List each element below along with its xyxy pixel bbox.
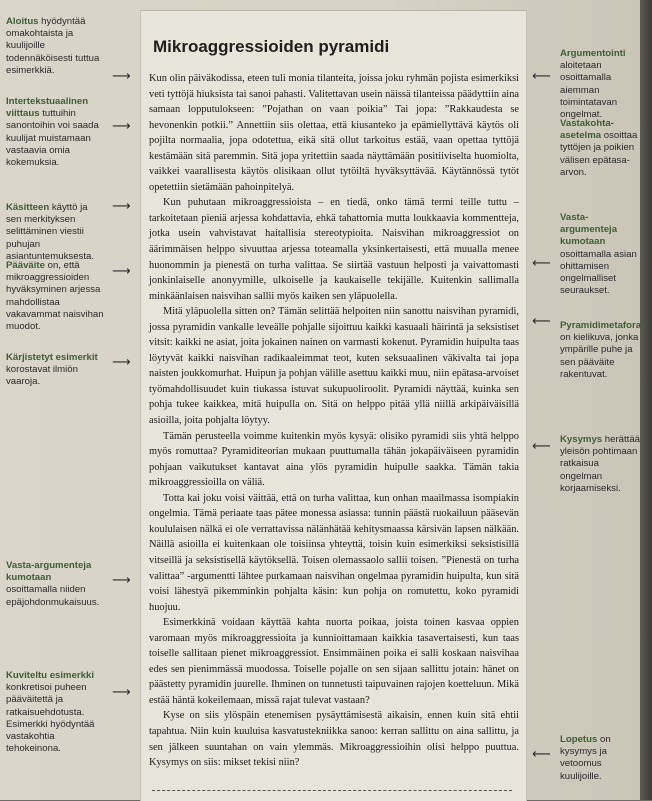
article-paragraph: Esimerkkinä voidaan käyttää kahta nuorta poikaa, joista toinen kasvaa oppien varomaan myös mikroaggressioita ja kunnioittamaan kaikkia tasavertaisesti, kun taas toiselle sallitaan pienet mikroaggressiot. Ensimmäinen poika ei salli koskaan naisvihaa edes sen pienimmässä muodossa. Toiselle pojalle on sen sijaan sallittu jotain: hänet on päästetty pyramidin juurelle. Ihminen on tunnetusti taipuvainen rajojen koetteluun. Mikä estää häntä kokeilemaan, missä rajat tulevat vastaan?	[149, 617, 519, 706]
arrow-right-icon: ⟶	[112, 685, 131, 700]
note-imagined-example: Kuviteltu esimerkki konkretisoi puheen pääväitettä ja ratkaisuehdotusta. Esimerkki hyödyntää vastakohtia tehokeinona.	[6, 670, 95, 755]
article-paragraph: Tämän perusteella voimme kuitenkin myös kysyä: olisiko pyramidi siis yhtä helppo myös romuttaa? Pyramiditeorian mukaan puuttumalla tähän jokapäiväiseen pyramidin pohjaan vaikutukset kantavat aina ylös pyramidin huipulle saakka. Tämän takia mikroaggressioilla on väliä.	[149, 430, 519, 489]
arrow-left-icon: ⟵	[532, 747, 551, 762]
arrow-left-icon: ⟵	[532, 314, 551, 329]
arrow-right-icon: ⟶	[112, 573, 131, 588]
note-question: Kysymys herättää yleisön pohtimaan ratkaisua ongelman korjaamiseksi.	[560, 434, 641, 494]
article-body	[149, 71, 519, 771]
arrow-right-icon: ⟶	[112, 264, 131, 279]
arrow-left-icon: ⟵	[532, 69, 551, 84]
arrow-right-icon: ⟶	[112, 69, 131, 84]
article-title: Mikroaggressioiden pyramidi	[153, 37, 390, 56]
arrow-left-icon: ⟵	[532, 439, 551, 454]
article-box	[140, 10, 527, 801]
note-contrast-setting: Vastakohta-asetelma osoittaa tyttöjen ja poikien välisen epätasa-arvon.	[560, 118, 638, 178]
note-examples: Kärjistetyt esimerkit korostavat ilmiön vaaroja.	[6, 352, 98, 388]
arrow-right-icon: ⟶	[112, 355, 131, 370]
article-paragraph: Kun puhutaan mikroaggressioista – en tiedä, onko tämä termi teille tuttu – tarkoitetaan pieniä arjessa kohdattavia, ehkä tahattomia mutta loukkaavia kommentteja, jotka usein vahvistavat haitallisia stereotypioita. Naisvihan mikroaggressiot on äärimmäisen helppo sivuuttaa arjessa toteamalla yksinkertaisesti, että muualla menee huonommin ja pienestä on turha valittaa. Se siirtää vastuun helposti ja vaivattomasti jonkinlaiselle anonyymille, ulkoiselle ja kaukaiselle tekijälle. Kuitenkin sallimalla minkäänlaisen naisvihan sallii myös kaiken sen yläpuolella.	[149, 197, 519, 302]
note-opening: Aloitus hyödyntää omakohtaista ja kuulijoille todennäköisesti tuttua esimerkkiä.	[6, 16, 100, 76]
arrow-left-icon: ⟵	[532, 256, 551, 271]
note-argumentation: Argumentointi aloitetaan osoittamalla aiemman toimintatavan ongelmat.	[560, 48, 626, 121]
note-main-claim: Pääväite on, että mikroaggressioiden hyväksyminen arjessa mahdollistaa vakavammat naisvihan muodot.	[6, 260, 104, 333]
article-paragraph: Totta kai joku voisi väittää, että on turha valittaa, kun onhan maailmassa isompiakin ongelmia. Tämä periaate taas pätee monessa asiassa: tunnin päästä ruokailuun pääsevän koululaisen nälkä ei ole verrattavissa nälänhätää kehitysmaassa kärsivän lapsen nälkään. Näillä asioilla ei kuitenkaan ole toisiinsa yhteyttä, toisin kuin esimerkiksi seksistisillä vitseillä ja seksistisellä käytöksellä. Toisen olemassaolo sallii toisen. ”Pienestä on turha valittaa” -argumentti lähtee purkamaan naisvihan ongelmaa pyramidin huipulta, kun sitä voisi lähestyä pikemminkin pohjalta käsin: kun pohja on romutettu, koko pyramidi huojuu.	[149, 492, 519, 613]
note-concept: Käsitteen käyttö ja sen merkityksen selittäminen viestii puhujan asiantuntemuksesta.	[6, 202, 94, 262]
article-paragraph: Kun olin päiväkodissa, eteen tuli monia tilanteita, joissa joku ryhmän pojista esimerkiksi veti tyttöjä hiuksista tai sanoi pahasti. Valitettavan usein näissä tilanteissa päädyttiin aina samaan lopputulokseen: ”Pojathan on vaan poikia” Tai jopa: ”Rakkaudesta se hevonenkin potkii.” Annettiin siis olettaa, että kiusanteko ja epämiellyttävä käytös oli pojilta normaalia, jopa odotettua, eikä sitä ollut tarkoitus estää, vaan opettaa tyttöjä kestämään sitä paremmin. Sitä jopa yritettiin saada näyttämään positiiviselta huomiolta, vaikkei vaarallisesta käytös olisikaan ollut tytöiltä hyväksyttävää. Käytännössä tytöt opetettiin sietämään pahoinpitelyä.	[149, 73, 519, 193]
arrow-right-icon: ⟶	[112, 119, 131, 134]
article-paragraph: Mitä yläpuolella sitten on? Tämän selittää helpoiten niin sanottu naisvihan pyramidi, jossa pyramidin vankalle leveälle pohjalle sijoittuu kaikki kasuaali häirintä ja seksistiset vitsit: kaikki ne asiat, joita jokainen nainen on varmasti kokenut. Pyramidin huipulta taas löytyvät kaikki naisvihan radikaaleimmat teot, kuten seksuaalinen väkivalta tai jopa naisten joukkomurhat. Huipun ja pohjan välille asettuu kaikki muu, niin epätasa-arvoiset työmahdollisuudet kuin tiukassa istuvat sukupuoliroolit. Pyramidi näyttää, kuinka sen pohja tukee kaikkea, mitä huipulla on. Sitä on helppo pitää yllä niillä arkipäiväisillä asioilla, joita pohjalta löytyy.	[149, 306, 519, 427]
right-annotations	[560, 44, 640, 800]
note-counterargument-right: Vasta-argumenteja kumotaan osoittamalla asian ohittamisen ongelmalliset seuraukset.	[560, 212, 637, 297]
note-pyramid-metaphor: Pyramidimetafora on kielikuva, jonka ympärille puhe ja sen pääväite rakentuvat.	[560, 320, 642, 380]
dashed-divider	[152, 790, 512, 791]
note-ending: Lopetus on kysymys ja vetoomus kuulijoille.	[560, 734, 611, 782]
left-annotations	[6, 8, 104, 798]
article-paragraph: Kyse on siis ylöspäin etenemisen pysäyttämisestä aikaisin, ennen kuin sitä ehtii tapahtua. Niin kuin kuuluisa kasvatustekniikka sanoo: kerran sallittu on aina sallittu, ja sen jälkeen suuntahan on vain ylemmäs. Mikroaggressioihin olisi helppo puuttua. Kysymys on siis: mikset tekisi niin?	[149, 710, 519, 769]
note-intertextual: Intertekstuaalinen viittaus tuttuihin sanontoihin voi saada kuulijat muistamaan vastaavia omia kokemuksia.	[6, 96, 99, 169]
note-counterargument: Vasta-argumenteja kumotaan osoittamalla niiden epäjohdonmukaisuus.	[6, 560, 100, 608]
arrow-right-icon: ⟶	[112, 199, 131, 214]
book-spine-edge	[640, 0, 652, 800]
